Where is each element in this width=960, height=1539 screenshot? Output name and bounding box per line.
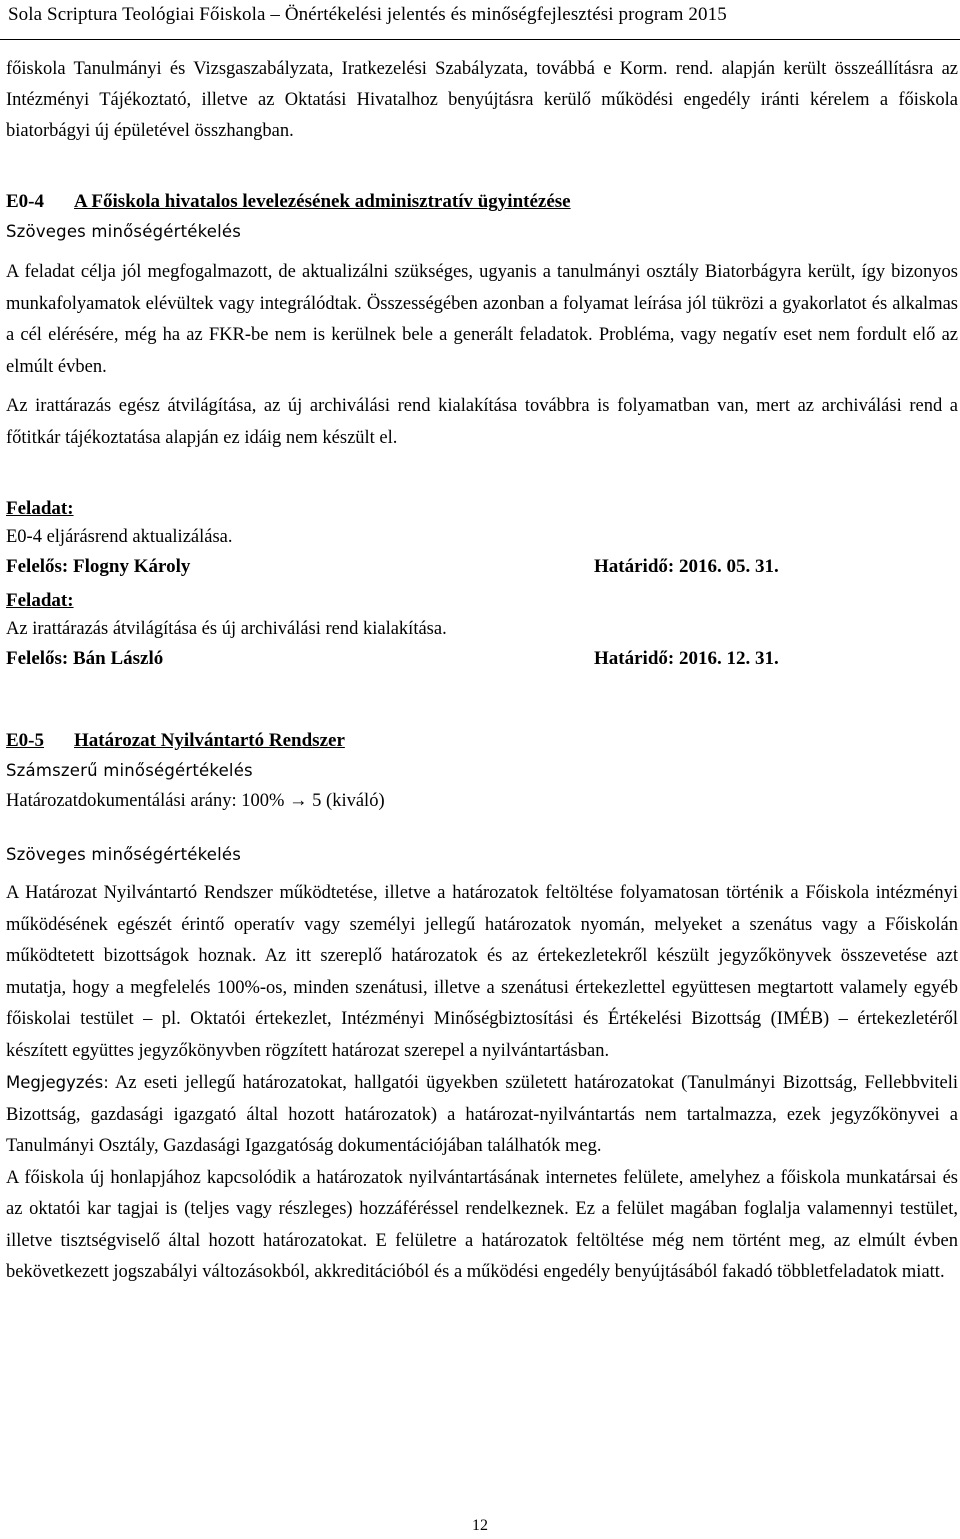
e04-paragraph-1: A feladat célja jól megfogalmazott, de aktualizálni szükséges, ugyanis a tanulmányi osztály Biatorbágyra került, így bizonyos munkafolyamatok elévültek vagy integrálódtak. Összességében azonban a folyamat leírása jól tükrözi a gyakorlatot és alkalmas a cél elérésére, még ha az FKR-be nem is kerülnek bele a generált feladatok. Probléma, vagy negatív eset nem fordult elő az elmúlt évben. — [6, 262, 958, 377]
task-label: Feladat: — [6, 590, 74, 611]
e05-paragraph-3: A főiskola új honlapjához kapcsolódik a határozatok nyilvántartásának internetes felülete, amelyhez a főiskola munkatársai és az oktatói kar tagjai is (teljes vagy részleges) hozzáféréssel rendelkeznek. Ez a felület magában foglalja valamennyi testület, illetve tisztségviselő által hozott határozatokat. E felületre a határozatok feltöltése még nem történt meg, az elmúlt évben bekövetkezett jogszabályi változásokból, akkreditációból és a működési engedély benyújtásából fakadó többletfeladatok miatt. — [6, 1167, 958, 1282]
task-label: Feladat: — [6, 498, 74, 519]
documentation-ratio: Határozatdokumentálási arány: 100% → 5 (kiváló) — [6, 791, 385, 811]
text-evaluation-subheading: Szöveges minőségértékelés — [6, 845, 242, 864]
task-responsibility-row — [6, 644, 958, 674]
page-content — [6, 52, 958, 1289]
note-text: Az eseti jellegű határozatokat, hallgatói ügyekben született határozatokat (Tanulmányi Bizottság, Fellebbviteli Bizottság, gazdasági igazgató által hozott határozatok) a határozat-nyilvántartás nem tartalmazza, ezek jegyzőkönyvei a Tanulmányi Osztály, Gazdasági Igazgatóság dokumentációjában találhatók meg. — [6, 1073, 958, 1156]
task-deadline: Határidő: 2016. 05. 31. — [594, 556, 779, 577]
task-block-2 — [6, 586, 958, 674]
intro-paragraph: főiskola Tanulmányi és Vizsgaszabályzata, Iratkezelési Szabályzata, továbbá e Korm. rend. alapján került összeállításra az Intézményi Tájékoztató, illetve az Oktatási Hivatalhoz benyújtásra kerülő működési engedély iránti kérelem a főiskola biatorbágyi új épületével összhangban. — [6, 59, 958, 141]
section-code: E0-5 — [6, 730, 44, 751]
task-deadline: Határidő: 2016. 12. 31. — [594, 648, 779, 669]
section-title: A Főiskola hivatalos levelezésének adminisztratív ügyintézése — [74, 191, 571, 212]
e04-paragraph-2: Az irattárazás egész átvilágítása, az új archiválási rend kialakítása továbbra is folyamatban van, mert az archiválási rend a főtitkár tájékoztatása alapján ez idáig nem készült el. — [6, 396, 958, 448]
section-code: E0-4 — [6, 191, 44, 212]
numeric-evaluation-subheading: Számszerű minőségértékelés — [6, 761, 253, 780]
note-label: Megjegyzés: — [6, 1073, 109, 1092]
task-block-1 — [6, 494, 958, 582]
section-heading-e05 — [6, 726, 958, 756]
task-responsible: Felelős: Bán László — [6, 648, 164, 669]
task-responsibility-row — [6, 552, 958, 582]
running-title: Sola Scriptura Teológiai Főiskola – Önértékelési jelentés és minőségfejlesztési program 2015 — [8, 4, 727, 25]
task-responsible: Felelős: Flogny Károly — [6, 556, 191, 577]
section-title: Határozat Nyilvántartó Rendszer — [74, 730, 345, 751]
task-description: E0-4 eljárásrend aktualizálása. — [6, 527, 233, 547]
page-number: 12 — [472, 1517, 488, 1534]
e05-note-paragraph — [6, 1067, 958, 1163]
e05-paragraph-1: A Határozat Nyilvántartó Rendszer működtetése, illetve a határozatok feltöltése folyamatosan történik a Főiskola intézményi működésének egészét érintő operatív vagy személyi jellegű határozatok nyomán, melyeket a szenátus vagy a Főiskolán működtetett bizottságok hoznak. Az itt szereplő határozatok és az értekezletekről készült jegyzőkönyvek összevetése azt mutatja, hogy a megfelelés 100%-os, minden szenátusi, illetve a szenátusi értekezlettel együttesen megtartott valamely egyéb főiskolai testület – pl. Oktatói értekezlet, Intézményi Minőségbiztosítási és Értékelési Bizottság (IMÉB) – értekezletéről készített együttes jegyzőkönyvben rögzített határozat szerepel a nyilvántartásban. — [6, 883, 958, 1061]
task-description: Az irattárazás átvilágítása és új archiválási rend kialakítása. — [6, 619, 447, 639]
text-evaluation-subheading: Szöveges minőségértékelés — [6, 222, 242, 241]
section-heading-e04 — [6, 187, 958, 217]
running-header — [0, 0, 960, 40]
